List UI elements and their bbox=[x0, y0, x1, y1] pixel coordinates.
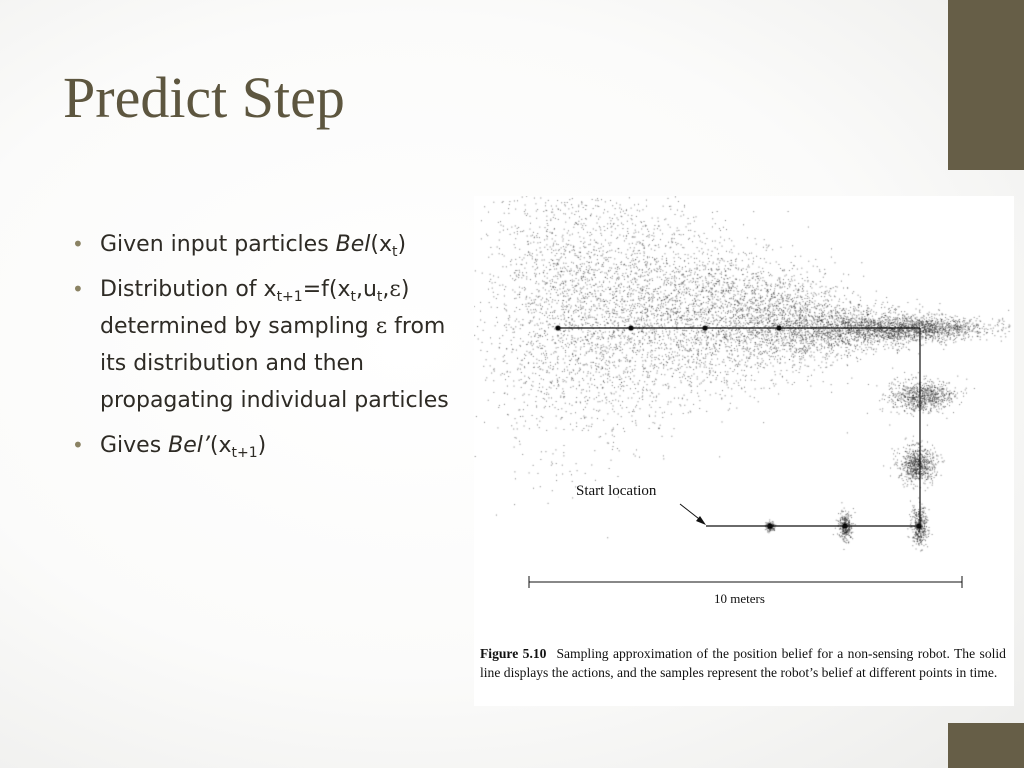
accent-bar-bottom bbox=[948, 723, 1024, 768]
bullet-item-distribution: • Distribution of $x_{t+1}=f(x_t,u_t,\varepsilon)$ determined by sampling ε from its distribution and then propagating individual particles bbox=[72, 271, 512, 419]
bullet-list bbox=[72, 226, 512, 472]
figure-number: Figure 5.10 bbox=[480, 646, 547, 661]
figure-overlay bbox=[474, 196, 1014, 636]
bullet-dot-icon: • bbox=[72, 232, 84, 256]
scale-label: 10 meters bbox=[714, 591, 765, 606]
particle-figure bbox=[474, 196, 1014, 706]
start-location-label: Start location bbox=[576, 483, 657, 499]
figure-caption bbox=[480, 644, 1006, 682]
bullet-dot-icon: • bbox=[72, 433, 84, 457]
slide-title: Predict Step bbox=[63, 65, 345, 130]
accent-bar-top bbox=[948, 0, 1024, 170]
bullet-dot-icon: • bbox=[72, 277, 84, 301]
bullet-item-given-input: • Given input particles $Bel(x_t)$ bbox=[72, 226, 512, 263]
caption-text: Sampling approximation of the position belief for a non-sensing robot. The solid line displays the actions, and the samples represent the robot’s belief at different points in time. bbox=[480, 646, 1006, 680]
bullet-item-gives: • Gives $Bel’(x_{t+1})$ bbox=[72, 427, 512, 464]
